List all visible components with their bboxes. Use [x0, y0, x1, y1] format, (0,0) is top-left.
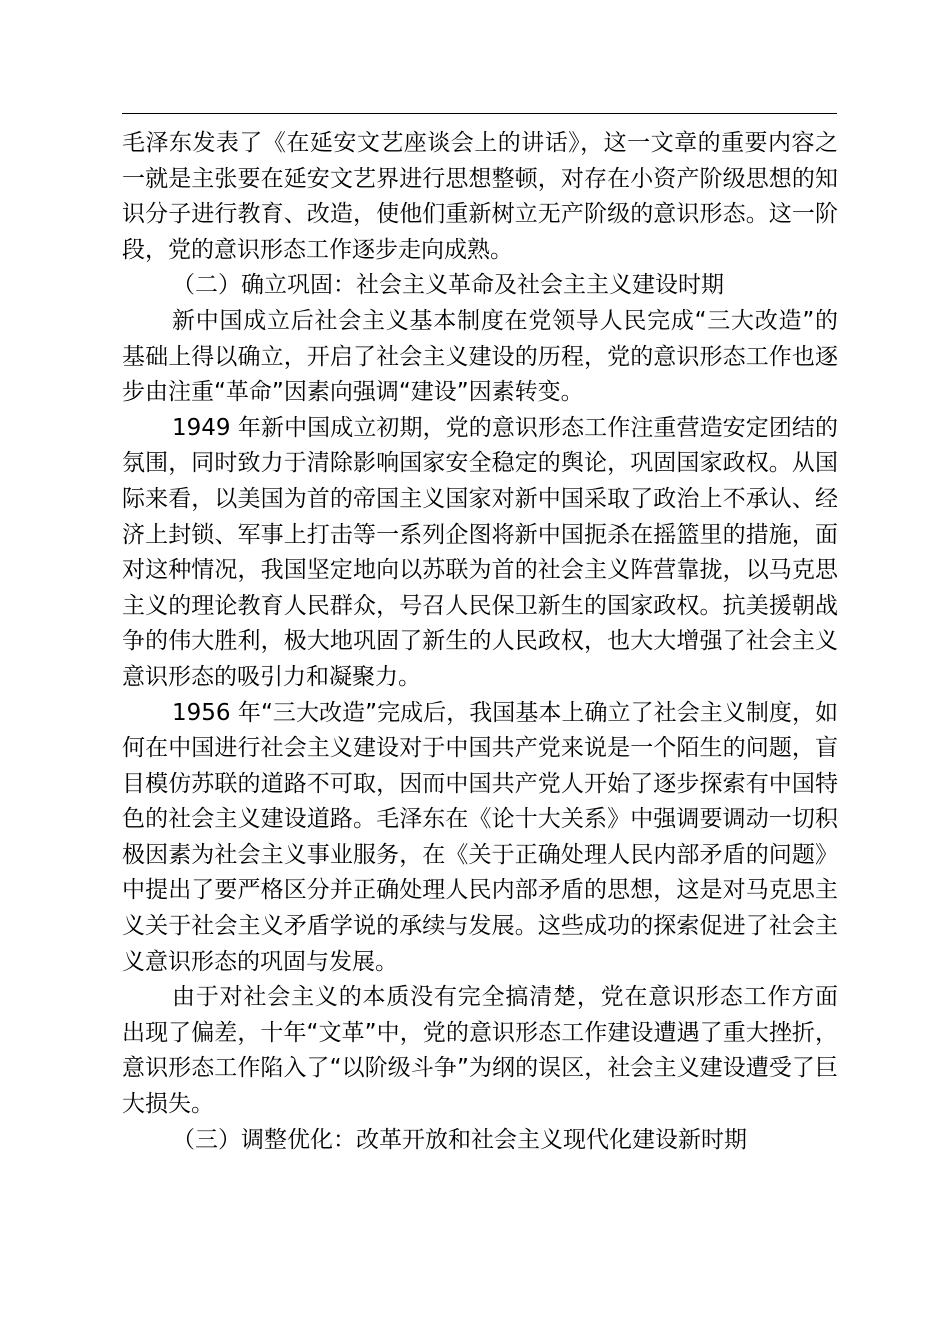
paragraph-4: 1956 年“三大改造”完成后，我国基本上确立了社会主义制度，如何在中国进行社会主义建设对于中国共产党来说是一个陌生的问题，盲目模仿苏联的道路不可取，因而中国共产党人开始了逐步探索有中国特色的社会主义建设道路。毛泽东在《论十大关系》中强调要调动一切积极因素为社会主义事业服务，在《关于正确处理人民内部矛盾的问题》中提出了要严格区分并正确处理人民内部矛盾的思想，这是对马克思主义关于社会主义矛盾学说的承续与发展。这些成功的探索促进了社会主义意识形态的巩固与发展。 [122, 699, 838, 975]
document-body [122, 126, 838, 1158]
paragraph-1: 毛泽东发表了《在延安文艺座谈会上的讲话》，这一文章的重要内容之一就是主张要在延安文艺界进行思想整顿，对存在小资产阶级思想的知识分子进行教育、改造，使他们重新树立无产阶级的意识形态。这一阶段，党的意识形态工作逐步走向成熟。 [122, 130, 838, 263]
header-rule [122, 113, 837, 114]
section-heading-3: （三）调整优化：改革开放和社会主义现代化建设新时期 [172, 1126, 747, 1153]
section-heading-2: （二）确立巩固：社会主义革命及社会主主义建设时期 [172, 272, 724, 299]
paragraph-2: 新中国成立后社会主义基本制度在党领导人民完成“三大改造”的基础上得以确立，开启了社会主义建设的历程，党的意识形态工作也逐步由注重“革命”因素向强调“建设”因素转变。 [122, 307, 838, 406]
paragraph-5: 由于对社会主义的本质没有完全搞清楚，党在意识形态工作方面出现了偏差，十年“文革”中，党的意识形态工作建设遭遇了重大挫折，意识形态工作陷入了“以阶级斗争”为纲的误区，社会主义建设遭受了巨大损失。 [122, 984, 838, 1118]
paragraph-3: 1949 年新中国成立初期，党的意识形态工作注重营造安定团结的氛围，同时致力于清除影响国家安全稳定的舆论，巩固国家政权。从国际来看，以美国为首的帝国主义国家对新中国采取了政治上不承认、经济上封锁、军事上打击等一系列企图将新中国扼杀在摇篮里的措施，面对这种情况，我国坚定地向以苏联为首的社会主义阵营靠拢，以马克思主义的理论教育人民群众，号召人民保卫新生的国家政权。抗美援朝战争的伟大胜利，极大地巩固了新生的人民政权，也大大增强了社会主义意识形态的吸引力和凝聚力。 [122, 414, 838, 690]
